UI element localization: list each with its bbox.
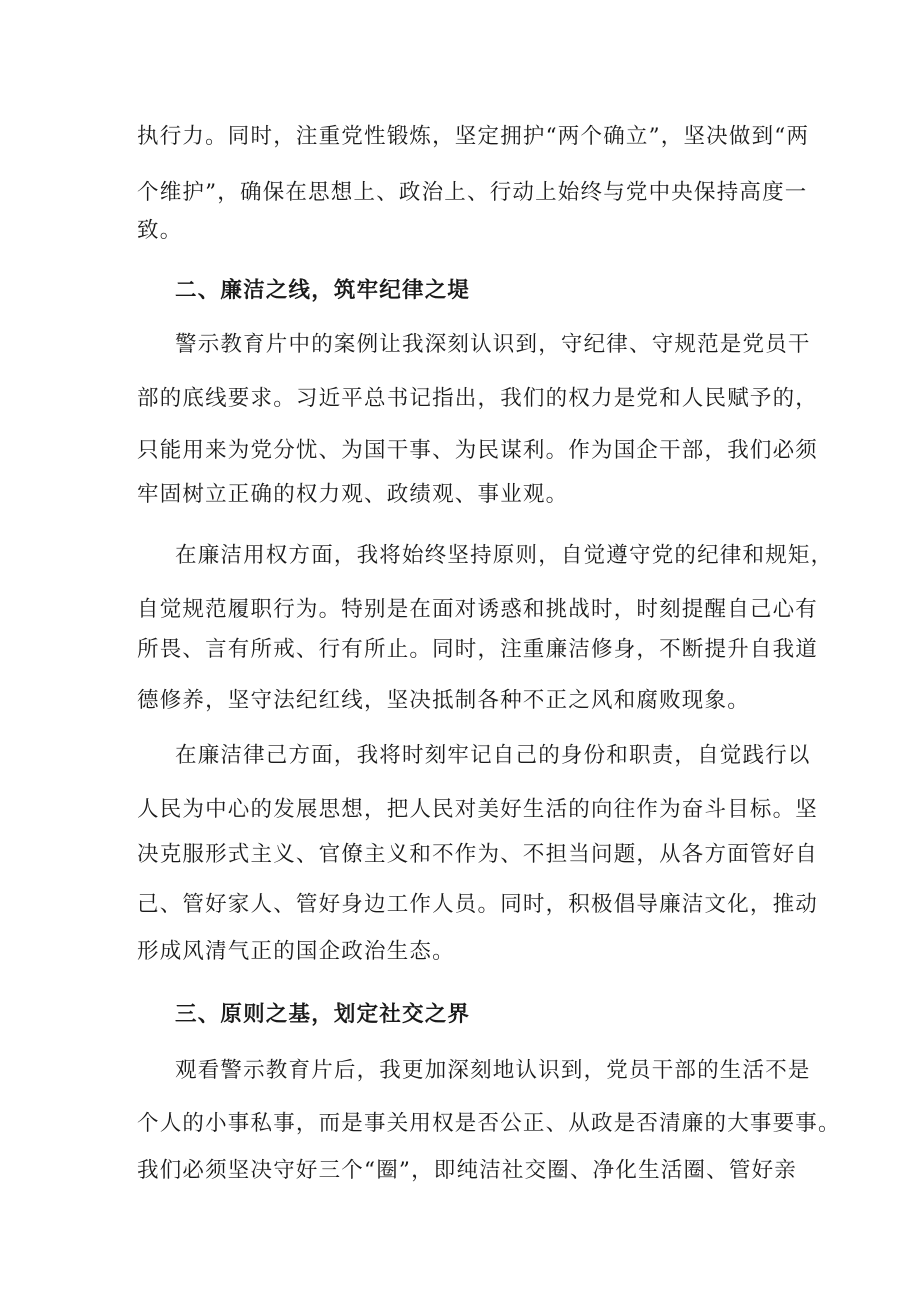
text-line: 人民为中心的发展思想，把人民对美好生活的向往作为奋斗目标。坚 — [137, 797, 819, 822]
text-line: 所畏、言有所戒、行有所止。同时，注重廉洁修身，不断提升自我道 — [137, 637, 819, 662]
text-line: 己、管好家人、管好身边工作人员。同时，积极倡导廉洁文化，推动 — [137, 892, 819, 917]
text-line: 德修养，坚守法纪红线，坚决抵制各种不正之风和腐败现象。 — [137, 688, 750, 713]
text-line: 只能用来为党分忧、为国干事、为民谋利。作为国企干部，我们必须 — [137, 438, 819, 463]
text-line: 部的底线要求。习近平总书记指出，我们的权力是党和人民赋予的， — [137, 386, 819, 411]
text-line: 个维护”，确保在思想上、政治上、行动上始终与党中央保持高度一 — [137, 180, 808, 205]
text-line: 决克服形式主义、官僚主义和不作为、不担当问题，从各方面管好自 — [137, 842, 819, 867]
text-line: 在廉洁律己方面，我将时刻牢记自己的身份和职责，自觉践行以 — [175, 743, 811, 768]
text-line: 执行力。同时，注重党性锻炼，坚定拥护“两个确立”，坚决做到“两 — [137, 124, 810, 149]
text-line: 警示教育片中的案例让我深刻认识到，守纪律、守规范是党员干 — [175, 332, 811, 357]
text-line: 个人的小事私事，而是事关用权是否公正、从政是否清廉的大事要事。 — [137, 1111, 841, 1136]
text-line: 形成风清气正的国企政治生态。 — [137, 939, 455, 964]
text-line: 自觉规范履职行为。特别是在面对诱惑和挑战时，时刻提醒自己心有 — [137, 597, 819, 622]
text-line: 观看警示教育片后，我更加深刻地认识到，党员干部的生活不是 — [175, 1058, 811, 1083]
section-heading-2: 二、廉洁之线，筑牢纪律之堤 — [175, 278, 471, 303]
text-line: 致。 — [137, 218, 183, 243]
text-line: 我们必须坚决守好三个“圈”，即纯洁社交圈、净化生活圈、管好亲 — [137, 1158, 797, 1183]
text-line: 牢固树立正确的权力观、政绩观、事业观。 — [137, 482, 569, 507]
section-heading-3: 三、原则之基，划定社交之界 — [175, 1002, 471, 1027]
text-line: 在廉洁用权方面，我将始终坚持原则，自觉遵守党的纪律和规矩， — [175, 543, 834, 568]
